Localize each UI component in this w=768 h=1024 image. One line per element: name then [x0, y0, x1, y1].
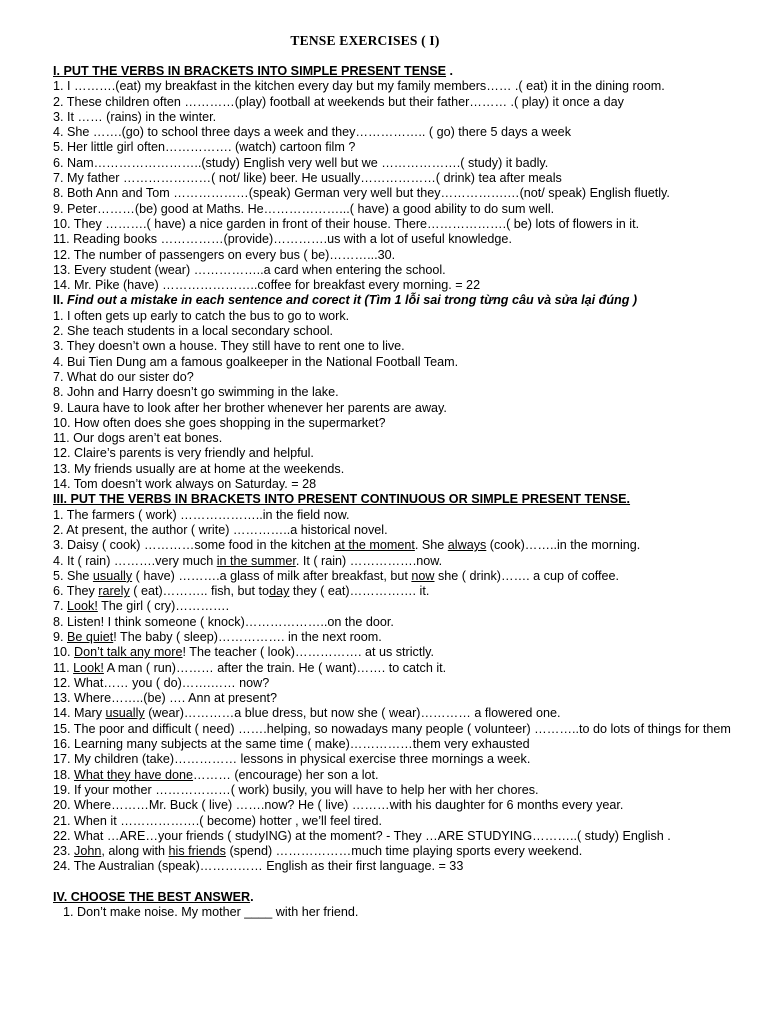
exercise-item: [53, 584, 733, 599]
item-text: 8. Listen! I think someone ( knock)………………..on the door.: [53, 614, 394, 629]
exercise-item: [53, 554, 733, 569]
item-text: 23.: [53, 844, 75, 859]
exercise-item: [53, 691, 733, 706]
exercise-item: [53, 859, 733, 874]
item-text: (cook)……..in the morning.: [486, 538, 641, 553]
section-2-list: [53, 309, 733, 493]
exercise-item: [53, 844, 733, 859]
exercise-content: [53, 64, 733, 920]
underlined-text: his friends: [168, 844, 226, 859]
underlined-text: Look!: [73, 660, 104, 675]
item-text: 5. She: [53, 568, 93, 583]
item-text: A man ( run)……… after the train. He ( want)……. to catch it.: [103, 660, 447, 675]
item-text: The girl ( cry)………….: [97, 599, 230, 614]
spacer: [53, 875, 733, 890]
item-text: 1. The farmers ( work) ………………..in the field now.: [53, 507, 350, 522]
item-text: ( have) ……….a glass of milk after breakfast, but: [132, 568, 412, 583]
item-text: , along with: [101, 844, 169, 859]
item-text: 17. My children (take)…………… lessons in physical exercise three mornings a week.: [53, 752, 531, 767]
section-1-list: [53, 79, 733, 293]
exercise-item: 7. What do our sister do?: [53, 369, 194, 384]
item-text: 12. What…… you ( do)…….…… now?: [53, 675, 270, 690]
section-2-heading-text: Find out a mistake in each sentence and corect it (Tìm 1 lỗi sai trong từng câu và sửa lại đúng ): [67, 293, 638, 308]
item-text: 21. When it ……………….( become) hotter , we’ll feel tired.: [53, 813, 382, 828]
exercise-item: [53, 783, 733, 798]
item-text: . It ( rain) …………….now.: [295, 553, 443, 568]
item-text: 10.: [53, 645, 75, 660]
exercise-item: 10. They ……….( have) a nice garden in front of their house. There……………….( be) lots of flowers in it.: [53, 216, 640, 231]
underlined-text: rarely: [98, 584, 130, 599]
underlined-text: in the summer: [216, 553, 296, 568]
exercise-item: [53, 523, 733, 538]
exercise-item: [53, 768, 733, 783]
item-text: (wear)…………a blue dress, but now she ( wear)………… a flowered one.: [144, 706, 561, 721]
item-text: 6. They: [53, 584, 99, 599]
underlined-text: Don’t talk any more: [74, 645, 183, 660]
exercise-item: 1. Don’t make noise. My mother ____ with her friend.: [63, 905, 359, 920]
item-text: 9.: [53, 629, 68, 644]
exercise-item: 9. Laura have to look after her brother whenever her parents are away.: [53, 400, 447, 415]
exercise-item: 13. Every student (wear) ……………..a card when entering the school.: [53, 262, 446, 277]
item-text: 7.: [53, 599, 68, 614]
item-text: 2. At present, the author ( write) …………..a historical novel.: [53, 522, 388, 537]
underlined-text: usually: [92, 568, 133, 583]
exercise-item: 8. Both Ann and Tom ………………(speak) German very well but they…………….…(not/ speak) English fluetly.: [53, 186, 670, 201]
exercise-item: 8. John and Harry doesn’t go swimming in the lake.: [53, 385, 339, 400]
section-4-heading: IV. CHOOSE THE BEST ANSWER.: [53, 889, 254, 904]
page-title: TENSE EXERCISES ( I): [290, 33, 440, 48]
item-text: ! The baby ( sleep)……………. in the next room.: [113, 629, 382, 644]
item-text: she ( drink)……. a cup of coffee.: [434, 568, 620, 583]
underlined-text: usually: [105, 706, 145, 721]
item-text: 11.: [53, 660, 74, 675]
exercise-item: [53, 615, 733, 630]
exercise-item: 1. I ……….(eat) my breakfast in the kitchen every day but my family members…… .( eat) it in the dining room.: [53, 79, 665, 94]
item-text: they ( eat)……………. it.: [289, 584, 430, 599]
exercise-item: 5. Her little girl often……………. (watch) cartoon film ?: [53, 140, 356, 155]
item-text: 16. Learning many subjects at the same time ( make)……………them very exhausted: [53, 737, 530, 752]
underlined-text: at the moment: [334, 538, 415, 553]
section-3-heading: [53, 492, 733, 507]
exercise-item: 14. Tom doesn’t work always on Saturday. = 28: [53, 477, 317, 492]
exercise-item: [53, 661, 733, 676]
exercise-item: 13. My friends usually are at home at the weekends.: [53, 461, 345, 476]
exercise-item: [53, 722, 733, 737]
exercise-item: [53, 538, 733, 553]
underlined-text: What they have done: [74, 767, 194, 782]
item-text: 4. It ( rain) ……….very much: [53, 553, 217, 568]
exercise-item: [53, 508, 733, 523]
underlined-text: Be quiet: [67, 629, 114, 644]
exercise-item: 12. Claire’s parents is very friendly and helpful.: [53, 446, 314, 461]
exercise-item: 11. Reading books ……………(provide)………….us with a lot of useful knowledge.: [53, 232, 512, 247]
exercise-item: 3. It …… (rains) in the winter.: [53, 109, 217, 124]
item-text: 20. Where………Mr. Buck ( live) …….now? He ( live) ………with his daughter for 6 months every year.: [53, 798, 624, 813]
exercise-item: 10. How often does she goes shopping in the supermarket?: [53, 415, 386, 430]
exercise-item: [53, 599, 733, 614]
exercise-item: [53, 752, 733, 767]
exercise-item: [53, 676, 733, 691]
item-text: 3. Daisy ( cook) …………some food in the kitchen: [53, 538, 335, 553]
item-text: (spend) ………………much time playing sports every weekend.: [225, 844, 583, 859]
item-text: 24. The Australian (speak)…………… English as their first language. = 33: [53, 859, 464, 874]
item-text: . She: [414, 538, 448, 553]
section-2-heading: II. Find out a mistake in each sentence and corect it (Tìm 1 lỗi sai trong từng câu và sửa lại đúng ): [53, 293, 638, 308]
item-text: ……… (encourage) her son a lot.: [193, 767, 379, 782]
item-text: ( eat)……….. fish, but to: [129, 584, 270, 599]
exercise-item: 4. Bui Tien Dung am a famous goalkeeper in the National Football Team.: [53, 354, 459, 369]
section-1-heading: I. PUT THE VERBS IN BRACKETS INTO SIMPLE PRESENT TENSE .: [53, 64, 454, 78]
item-text: 15. The poor and difficult ( need) …….helping, so nowadays many people ( volunteer) ………..to do lots of things for them: [53, 721, 731, 736]
underlined-text: now: [411, 568, 435, 583]
item-text: 22. What …ARE…your friends ( studyING) at the moment? - They …ARE STUDYING………..( study) English .: [53, 828, 671, 843]
exercise-item: 11. Our dogs aren’t eat bones.: [53, 431, 223, 446]
exercise-item: 9. Peter………(be) good at Maths. He………………...( have) a good ability to do sum well.: [53, 201, 555, 216]
exercise-item: 3. They doesn’t own a house. They still have to rent one to live.: [53, 339, 405, 354]
section-4-heading-text: IV. CHOOSE THE BEST ANSWER: [53, 889, 251, 904]
section-1-heading-text: I. PUT THE VERBS IN BRACKETS INTO SIMPLE PRESENT TENSE: [53, 64, 447, 78]
exercise-item: 7. My father …………………( not/ like) beer. He usually………………( drink) tea after meals: [53, 171, 562, 186]
section-3-list: [53, 508, 733, 875]
exercise-item: [53, 737, 733, 752]
exercise-item: 2. She teach students in a local secondary school.: [53, 324, 334, 339]
exercise-item: 1. I often gets up early to catch the bus to go to work.: [53, 308, 350, 323]
item-text: 18.: [53, 767, 75, 782]
exercise-item: 2. These children often …………(play) football at weekends but their father……… .( play) it once a day: [53, 94, 624, 109]
underlined-text: day: [269, 584, 290, 599]
item-text: 14. Mary: [53, 706, 106, 721]
item-text: ! The teacher ( look)……………. at us strictly.: [182, 645, 434, 660]
exercise-item: 14. Mr. Pike (have) …………………..coffee for breakfast every morning. = 22: [53, 278, 481, 293]
exercise-item: 12. The number of passengers on every bus ( be)………...30.: [53, 247, 396, 262]
exercise-item: [53, 645, 733, 660]
exercise-item: [53, 630, 733, 645]
exercise-item: [53, 798, 733, 813]
exercise-item: [53, 814, 733, 829]
exercise-item: [53, 569, 733, 584]
exercise-item: [53, 829, 733, 844]
exercise-item: [53, 706, 733, 721]
underlined-text: John: [74, 844, 102, 859]
section-3-heading-text: III. PUT THE VERBS IN BRACKETS INTO PRESENT CONTINUOUS OR SIMPLE PRESENT TENSE.: [53, 492, 631, 507]
section-4-list: [53, 905, 733, 920]
underlined-text: always: [447, 538, 487, 553]
underlined-text: Look!: [67, 599, 98, 614]
item-text: 19. If your mother ………………( work) busily, you will have to help her with her chores.: [53, 782, 539, 797]
item-text: 13. Where……..(be) …. Ann at present?: [53, 691, 277, 706]
exercise-item: 4. She …….(go) to school three days a week and they…………….. ( go) there 5 days a week: [53, 125, 571, 140]
exercise-item: 6. Nam……………………..(study) English very well but we ……………….( study) it badly.: [53, 155, 549, 170]
